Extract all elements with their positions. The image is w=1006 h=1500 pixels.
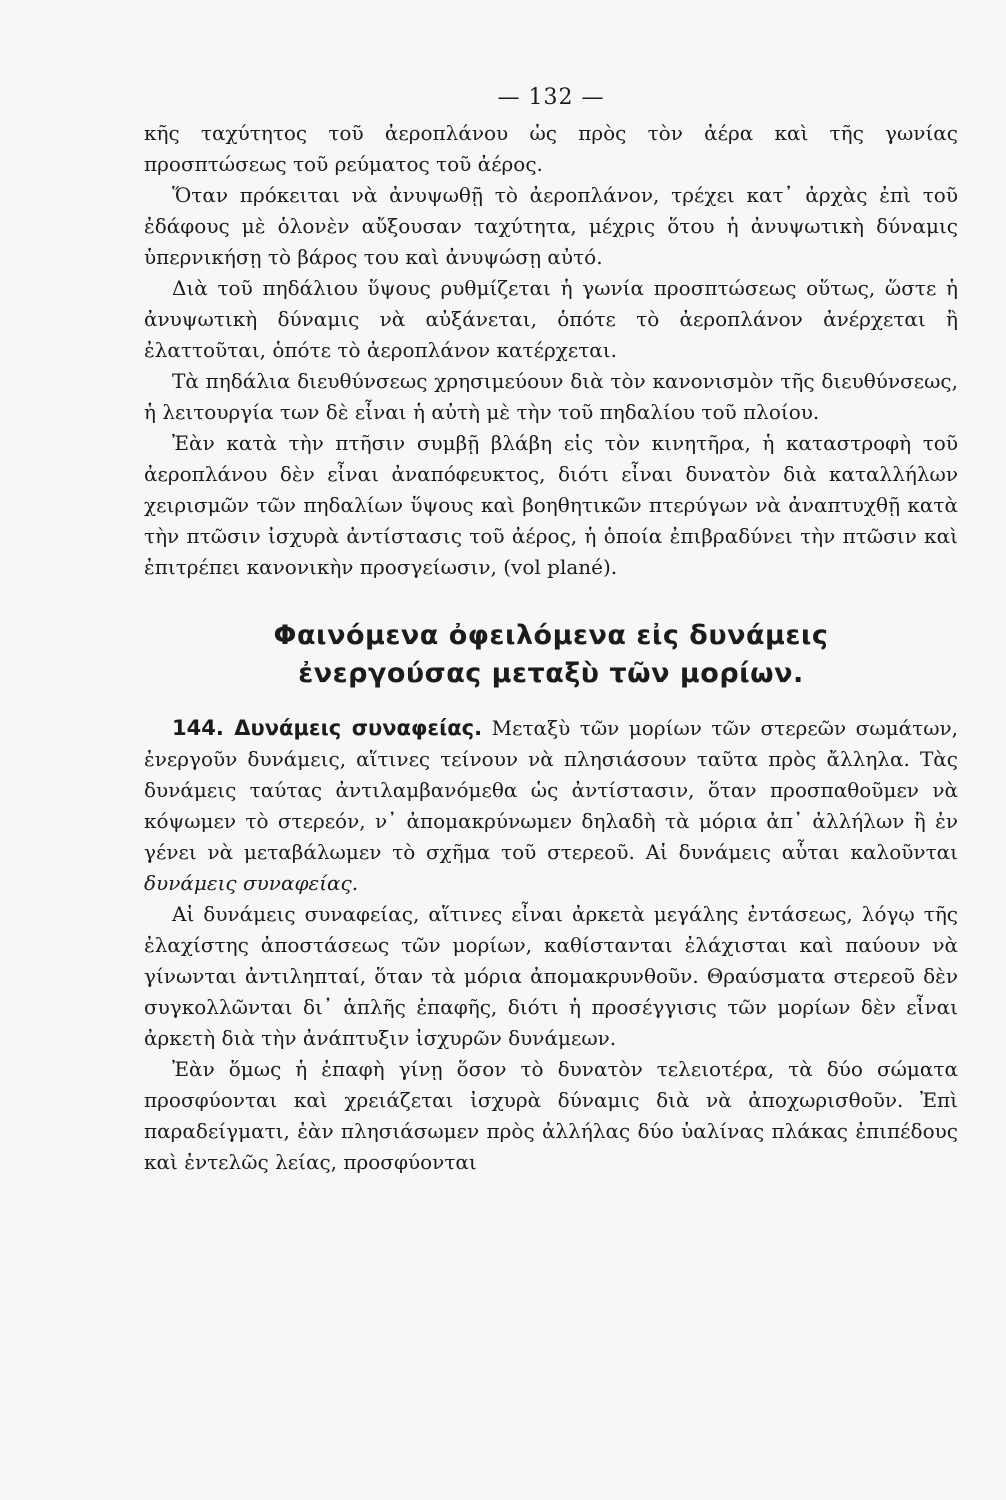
subsection-body: Μεταξὺ τῶν μορίων τῶν στερεῶν σωμάτων, ἐνεργοῦν δυνάμεις, αἵτινες τείνουν νὰ πλησιάσουν ταῦτα πρὸς ἄλληλα. Τὰς δυνάμεις ταύτας ἀντιλαμβανόμεθα ὡς ἀντίστασιν, ὅταν προσπαθοῦμεν νὰ κόψωμεν τὸ στερεόν, ν᾿ ἀπομακρύνωμεν δηλαδὴ τὰ μόρια ἀπ᾿ ἀλλήλων ἢ ἐν γένει νὰ μεταβάλωμεν τὸ σχῆμα τοῦ στερεοῦ. Αἱ δυνάμεις αὗται καλοῦνται bbox=[144, 716, 959, 864]
document-page bbox=[144, 84, 958, 1484]
paragraph-cohesion bbox=[144, 713, 958, 899]
paragraph-glass-plates: Ἐὰν ὅμως ἡ ἐπαφὴ γίνῃ ὅσον τὸ δυνατὸν τελειοτέρα, τὰ δύο σώματα προσφύονται καὶ χρειάζεται ἰσχυρὰ δύναμις διὰ νὰ ἀποχωρισθοῦν. Ἐπὶ παραδείγματι, ἐὰν πλησιάσωμεν πρὸς ἀλλήλας δύο ὑαλίνας πλάκας ἐπιπέδους καὶ ἐντελῶς λείας, προσφύονται bbox=[144, 1057, 958, 1174]
subsection-title: 144. Δυνάμεις συναφείας. bbox=[172, 716, 483, 740]
section-heading bbox=[144, 617, 958, 693]
paragraph-airspeed: κῆς ταχύτητος τοῦ ἀεροπλάνου ὡς πρὸς τὸν ἀέρα καὶ τῆς γωνίας προσπτώσεως τοῦ ρεύματος τοῦ ἀέρος. bbox=[144, 121, 958, 176]
section-heading-line-2: ἐνεργούσας μεταξὺ τῶν μορίων. bbox=[298, 658, 804, 689]
page-number: — 132 — bbox=[497, 85, 605, 110]
section-heading-line-1: Φαινόμενα ὀφειλόμενα εἰς δυνάμεις bbox=[273, 620, 829, 651]
paragraph-elevator: Διὰ τοῦ πηδάλιου ὕψους ρυθμίζεται ἡ γωνία προσπτώσεως οὕτως, ὥστε ἡ ἀνυψωτικὴ δύναμις νὰ αὐξάνεται, ὁπότε τὸ ἀεροπλάνον ἀνέρχεται ἢ ἐλαττοῦται, ὁπότε τὸ ἀεροπλάνον κατέρχεται. bbox=[144, 276, 958, 362]
paragraph-cohesion-strength: Αἱ δυνάμεις συναφείας, αἵτινες εἶναι ἀρκετὰ μεγάλης ἐντάσεως, λόγῳ τῆς ἐλαχίστης ἀποστάσεως τῶν μορίων, καθίστανται ἐλάχισται καὶ παύουν νὰ γίνωνται ἀντιληπταί, ὅταν τὰ μόρια ἀπομακρυνθοῦν. Θραύσματα στερεοῦ δὲν συγκολλῶνται δι᾿ ἁπλῆς ἐπαφῆς, διότι ἡ προσέγγισις τῶν μορίων δὲν εἶναι ἀρκετὴ διὰ τὴν ἀνάπτυξιν ἰσχυρῶν δυνάμεων. bbox=[144, 902, 958, 1050]
defined-term: δυνάμεις συναφείας. bbox=[144, 871, 359, 895]
paragraph-takeoff: Ὅταν πρόκειται νὰ ἀνυψωθῇ τὸ ἀεροπλάνον, τρέχει κατ᾿ ἀρχὰς ἐπὶ τοῦ ἐδάφους μὲ ὁλονὲν αὔξουσαν ταχύτητα, μέχρις ὅτου ἡ ἀνυψωτικὴ δύναμις ὑπερνικήσῃ τὸ βάρος του καὶ ἀνυψώσῃ αὐτό. bbox=[144, 183, 958, 269]
paragraph-engine-failure: Ἐὰν κατὰ τὴν πτῆσιν συμβῇ βλάβη εἰς τὸν κινητῆρα, ἡ καταστροφὴ τοῦ ἀεροπλάνου δὲν εἶναι ἀναπόφευκτος, διότι εἶναι δυνατὸν διὰ καταλλήλων χειρισμῶν τῶν πηδαλίων ὕψους καὶ βοηθητικῶν πτερύγων νὰ ἀναπτυχθῇ κατὰ τὴν πτῶσιν ἰσχυρὰ ἀντίστασις τοῦ ἀέρος, ἡ ὁποία ἐπιβραδύνει τὴν πτῶσιν καὶ ἐπιτρέπει κανονικὴν προσγείωσιν, (vol plané). bbox=[144, 431, 958, 579]
paragraph-rudder: Τὰ πηδάλια διευθύνσεως χρησιμεύουν διὰ τὸν κανονισμὸν τῆς διευθύνσεως, ἡ λειτουργία των δὲ εἶναι ἡ αὐτὴ μὲ τὴν τοῦ πηδαλίου τοῦ πλοίου. bbox=[144, 369, 958, 424]
